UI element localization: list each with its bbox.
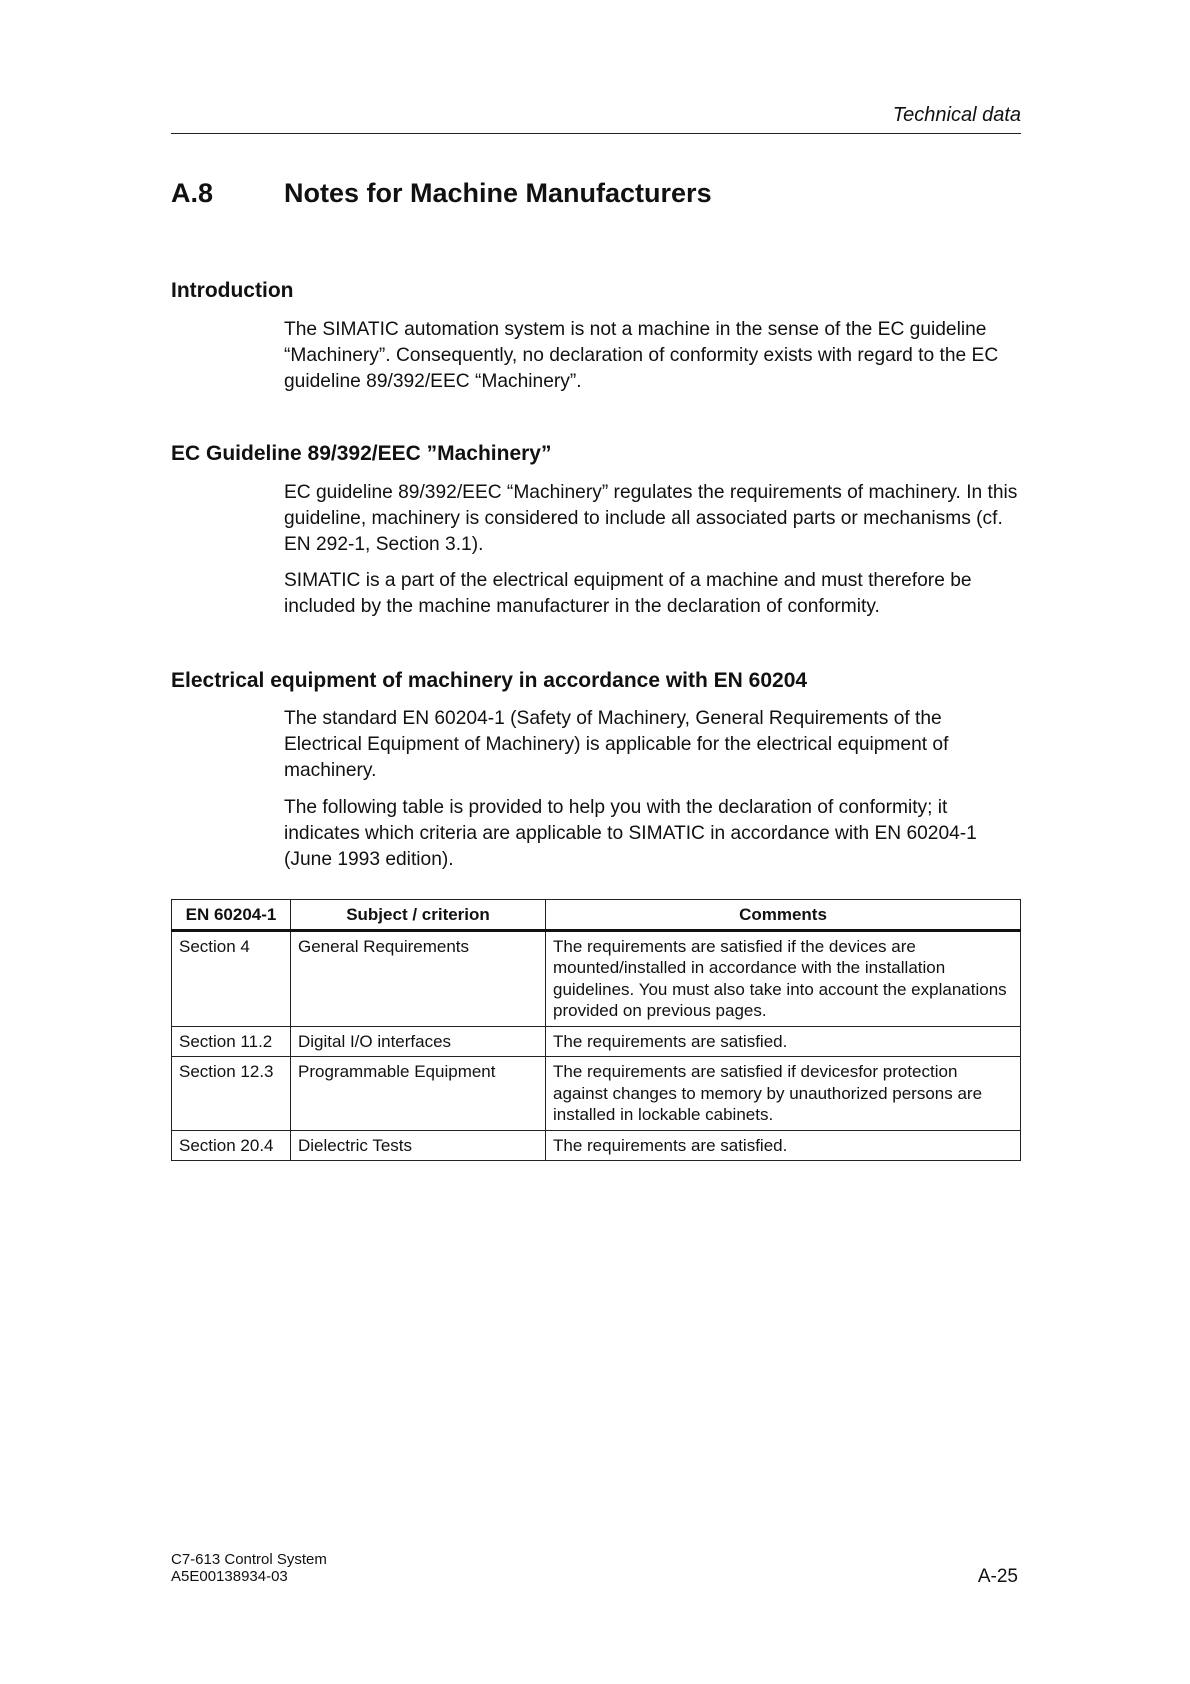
section-number: A.8 xyxy=(171,178,214,208)
cell-section: Section 4 xyxy=(172,930,291,1026)
cell-comment: The requirements are satisfied. xyxy=(546,1026,1021,1057)
cell-section: Section 12.3 xyxy=(172,1057,291,1131)
introduction-paragraph: The SIMATIC automation system is not a machine in the sense of the EC guideline “Machinery”. Consequently, no declaration of conformity exists with regard to the EC guideline 89/392/EEC “Machinery”. xyxy=(284,319,999,392)
column-header-standard: EN 60204-1 xyxy=(172,900,291,931)
footer-doc-title: C7-613 Control System xyxy=(171,1551,327,1568)
electrical-paragraph-1: The standard EN 60204-1 (Safety of Machinery, General Requirements of the Electrical Equipment of Machinery) is applicable for the electrical equipment of machinery. xyxy=(284,708,949,781)
ec-guideline-heading: EC Guideline 89/392/EEC ”Machinery” xyxy=(171,442,552,465)
cell-subject: Programmable Equipment xyxy=(291,1057,546,1131)
criteria-table xyxy=(171,899,1021,1161)
electrical-paragraph-2: The following table is provided to help you with the declaration of conformity; it indicates which criteria are applicable to SIMATIC in accordance with EN 60204-1 (June 1993 edition). xyxy=(284,797,977,870)
ec-guideline-paragraph-1: EC guideline 89/392/EEC “Machinery” regulates the requirements of machinery. In this guideline, machinery is considered to include all associated parts or mechanisms (cf. EN 292-1, Section 3.1). xyxy=(284,482,1018,555)
cell-subject: Dielectric Tests xyxy=(291,1130,546,1161)
table-row xyxy=(172,1026,1021,1057)
cell-comment: The requirements are satisfied. xyxy=(546,1130,1021,1161)
table-row xyxy=(172,1057,1021,1131)
column-header-comments: Comments xyxy=(546,900,1021,931)
electrical-heading: Electrical equipment of machinery in accordance with EN 60204 xyxy=(171,669,808,692)
table-row xyxy=(172,930,1021,1026)
cell-section: Section 20.4 xyxy=(172,1130,291,1161)
column-header-subject: Subject / criterion xyxy=(291,900,546,931)
section-title-text: Notes for Machine Manufacturers xyxy=(284,178,712,208)
footer-doc-number: A5E00138934-03 xyxy=(171,1568,288,1585)
cell-comment: The requirements are satisfied if devicesfor protection against changes to memory by unauthorized persons are installed in lockable cabinets. xyxy=(546,1057,1021,1131)
ec-guideline-paragraph-2: SIMATIC is a part of the electrical equipment of a machine and must therefore be included by the machine manufacturer in the declaration of conformity. xyxy=(284,570,972,617)
header-rule xyxy=(171,133,1021,134)
cell-subject: General Requirements xyxy=(291,930,546,1026)
cell-subject: Digital I/O interfaces xyxy=(291,1026,546,1057)
table-row xyxy=(172,1130,1021,1161)
page-number: A-25 xyxy=(977,1566,1018,1587)
running-header: Technical data xyxy=(892,104,1021,126)
cell-comment: The requirements are satisfied if the devices are mounted/installed in accordance with the installation guidelines. You must also take into account the explanations provided on previous pages. xyxy=(546,930,1021,1026)
introduction-heading: Introduction xyxy=(171,279,294,302)
footer-document-info xyxy=(171,1551,327,1585)
cell-section: Section 11.2 xyxy=(172,1026,291,1057)
table-header-row xyxy=(172,900,1021,931)
